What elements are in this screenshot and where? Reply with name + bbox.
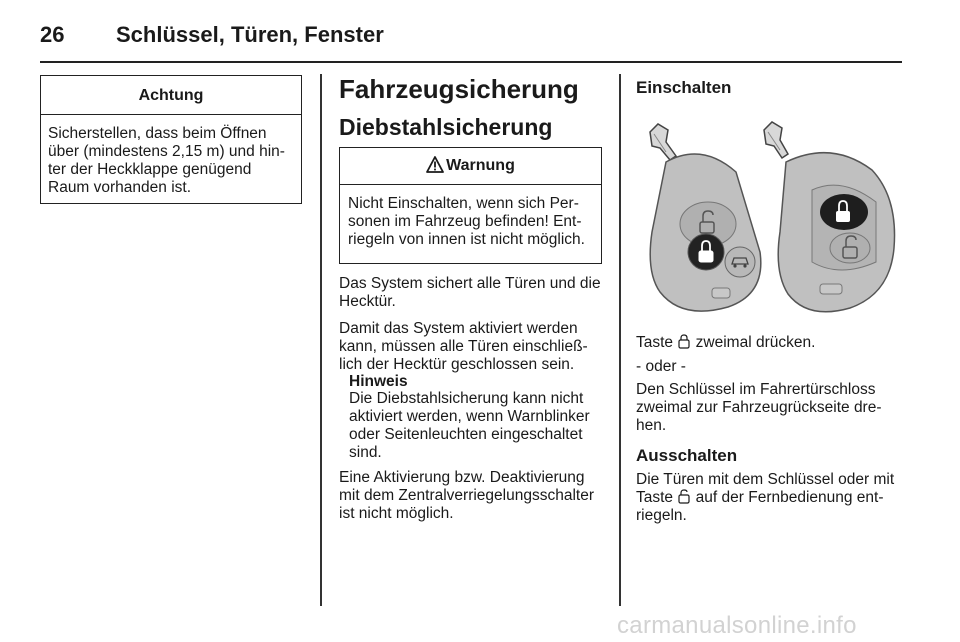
- paragraph: [339, 469, 605, 523]
- paragraph: [636, 334, 906, 352]
- paragraph: [339, 275, 605, 311]
- caution-line: Raum vorhanden ist.: [48, 179, 192, 196]
- paragraph-line: lich der Hecktür geschlossen sein.: [339, 356, 575, 373]
- note-label: Hinweis: [349, 373, 408, 390]
- page-title: Schlüssel, Türen, Fenster: [116, 22, 384, 47]
- key-fob-illustration: [636, 112, 900, 322]
- warning-box: [339, 147, 602, 264]
- note-line: oder Seitenleuchten eingeschaltet: [349, 426, 583, 443]
- paragraph-line: mit dem Zentralverriegelungsschalter: [339, 487, 594, 504]
- paragraph-line: Eine Aktivierung bzw. Deaktivierung: [339, 469, 585, 486]
- paragraph-line: [636, 489, 906, 507]
- watermark: carmanualsonline.info: [617, 612, 857, 639]
- paragraph-line: hen.: [636, 417, 667, 434]
- key-blade: [764, 122, 788, 158]
- paragraph-text: zweimal drücken.: [691, 334, 816, 351]
- caution-box: [40, 75, 302, 204]
- section-title: Fahrzeugsicherung: [339, 74, 579, 104]
- caution-line: Sicherstellen, dass beim Öffnen: [48, 125, 267, 142]
- paragraph: [636, 381, 906, 435]
- paragraph-line: riegeln.: [636, 507, 687, 524]
- paragraph-text: auf der Fernbedienung ent-: [691, 489, 884, 506]
- paragraph-line: Damit das System aktiviert werden: [339, 320, 578, 337]
- note-line: aktiviert werden, wenn Warnblinker: [349, 408, 590, 425]
- paragraph-text: Taste: [636, 334, 678, 351]
- paragraph: - oder -: [636, 358, 686, 375]
- paragraph-text: Taste: [636, 489, 678, 506]
- key-fob-left: [650, 154, 761, 311]
- column-divider: [619, 74, 621, 606]
- caution-line: ter der Heckklappe genügend: [48, 161, 252, 178]
- note-text: [349, 390, 605, 462]
- column-divider: [320, 74, 322, 606]
- paragraph-line: Den Schlüssel im Fahrertürschloss: [636, 381, 876, 398]
- paragraph: [636, 471, 906, 525]
- page-number: 26: [40, 22, 65, 47]
- warning-line: sonen im Fahrzeug befinden! Ent-: [348, 213, 582, 230]
- caution-text: [41, 115, 301, 207]
- key-blade: [650, 124, 676, 160]
- warning-line: Nicht Einschalten, wenn sich Per-: [348, 195, 579, 212]
- key-fob-right: [778, 153, 894, 312]
- paragraph-line: zweimal zur Fahrzeugrückseite dre-: [636, 399, 882, 416]
- ausschalten-title: Ausschalten: [636, 446, 738, 465]
- warning-header: [340, 148, 601, 185]
- caution-title: Achtung: [41, 76, 301, 115]
- warning-text: [340, 185, 601, 259]
- warning-triangle-icon: [426, 156, 444, 173]
- paragraph-line: Die Türen mit dem Schlüssel oder mit: [636, 471, 895, 488]
- paragraph: [339, 320, 605, 374]
- note-line: Die Diebstahlsicherung kann nicht: [349, 390, 584, 407]
- header-rule: [40, 61, 902, 63]
- lock-icon: [678, 334, 690, 349]
- einschalten-title: Einschalten: [636, 78, 732, 97]
- caution-line: über (mindestens 2,15 m) und hin-: [48, 143, 285, 160]
- unlock-icon: [678, 489, 690, 504]
- note-line: sind.: [349, 444, 382, 461]
- paragraph-line: kann, müssen alle Türen einschließ-: [339, 338, 588, 355]
- warning-title: Warnung: [446, 157, 515, 174]
- warning-line: riegeln von innen ist nicht möglich.: [348, 231, 585, 248]
- paragraph-line: Das System sichert alle Türen und die: [339, 275, 601, 292]
- paragraph-line: ist nicht möglich.: [339, 505, 454, 522]
- paragraph-line: Hecktür.: [339, 293, 396, 310]
- subsection-title: Diebstahlsicherung: [339, 114, 553, 140]
